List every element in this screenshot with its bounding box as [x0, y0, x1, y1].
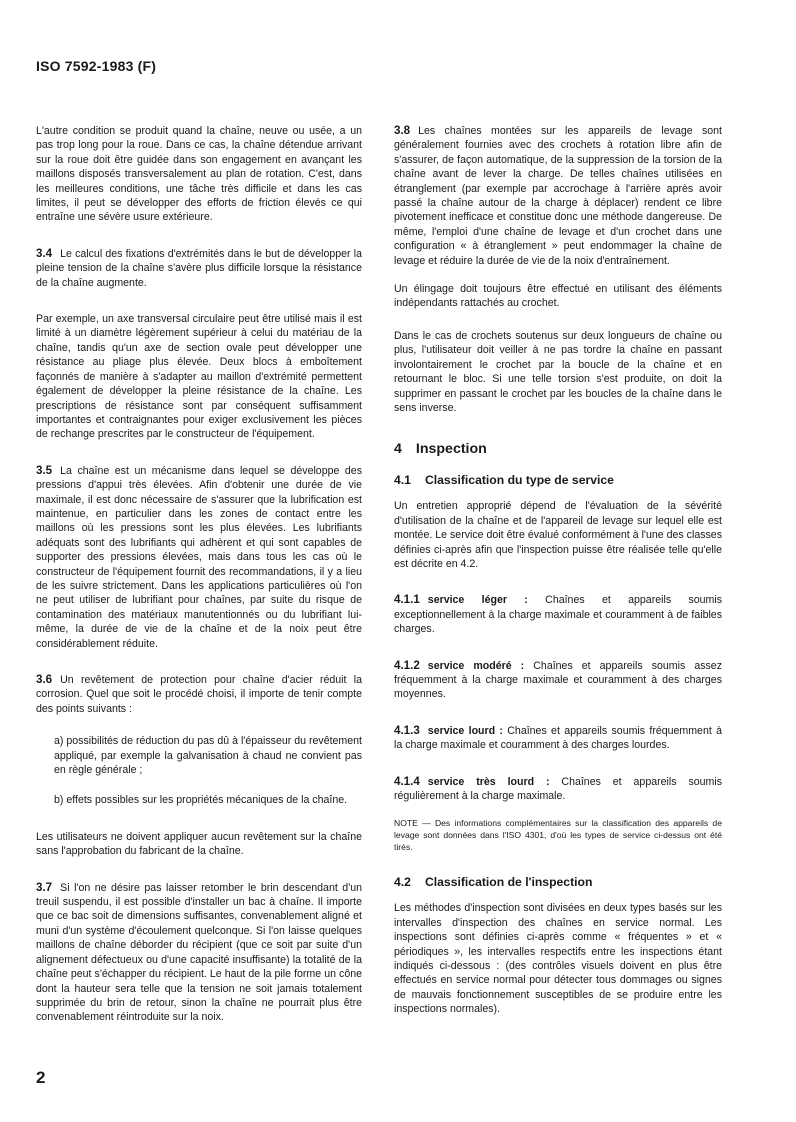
- heading-number: 4.1: [394, 473, 411, 488]
- heading-4-2: [394, 875, 722, 889]
- subsection-text: Chaînes et appareils soumis régulièrement à la charge maximale.: [394, 775, 722, 802]
- subsection-text: Chaînes et appareils soumis exceptionnellement à la charge maximale et couramment à de faibles charges.: [394, 594, 722, 636]
- heading-title: Inspection: [415, 441, 487, 458]
- list-item-a: a) possibilités de réduction du pas dû à l'épaisseur du revêtement appliqué, par exemple la galvanisation à chaud ne convient pas en règle générale ;: [54, 735, 362, 777]
- page-number: 2: [36, 1068, 46, 1087]
- subsection-number: 4.1.4: [394, 774, 420, 788]
- subsection-number: 4.1.3: [394, 723, 420, 737]
- service-term: service lourd :: [427, 724, 503, 737]
- service-term: service modéré :: [427, 659, 525, 672]
- paragraph-3-8-c: Dans le cas de crochets soutenus sur deux longueurs de chaîne ou plus, l'utilisateur doit veiller à ne pas tordre la chaîne en passant involontairement le crochet par la boucle de la chaîne et en retournant le bloc. Si une telle torsion s'est produite, on doit la supprimer en passant le crochet par les boucles de la chaîne dans le sens inverse.: [394, 329, 722, 414]
- heading-title: Classification du type de service: [424, 473, 614, 488]
- subsection-4-1-3: [394, 724, 722, 753]
- paragraph-3-8-b: Un élingage doit toujours être effectué en utilisant des éléments indépendants rattachés au crochet.: [394, 283, 722, 310]
- paragraph-3-6-continued: Les utilisateurs ne doivent appliquer aucun revêtement sur la chaîne sans l'approbation du fabricant de la chaîne.: [36, 830, 362, 858]
- subsection-text: Chaînes et appareils soumis fréquemment à la charge maximale et couramment à des charges lourdes.: [394, 724, 722, 752]
- note-iso-4301: NOTE — Des informations complémentaires sur la classification des appareils de levage sont données dans l'ISO 4301, d'où les types de service ci-dessus ont été tirés.: [394, 818, 722, 853]
- subsection-text: Chaînes et appareils soumis assez fréquemment à la charge maximale et couramment à des charges moyennes.: [394, 659, 722, 701]
- list-item-b: b) effets possibles sur les propriétés mécaniques de la chaîne.: [54, 794, 348, 807]
- subsection-4-1-2: [394, 659, 722, 702]
- document-header: ISO 7592-1983 (F): [36, 58, 157, 74]
- section-number: 3.6: [36, 673, 53, 686]
- right-column: [394, 124, 722, 1039]
- subsection-number: 4.1.1: [394, 593, 420, 607]
- service-term: service léger :: [427, 594, 528, 607]
- section-text: Le calcul des fixations d'extrémités dans le but de développer la pleine tension de la chaîne s'avère plus difficile lorsque la résistance de la chaîne augmente.: [36, 247, 362, 289]
- heading-title: Classification de l'inspection: [424, 875, 593, 890]
- paragraph-4-1: Un entretien approprié dépend de l'évaluation de la sévérité d'utilisation de la chaîne et de l'appareil de levage sur lequel elle est montée. Le service doit être évalué conformément à l'une des classes définies ci-après afin que l'inspection puisse être réalisée telle qu'elle est décrite en 4.2.: [394, 500, 722, 570]
- service-term: service très lourd :: [427, 775, 550, 788]
- section-3-4: [36, 247, 362, 290]
- subsection-4-1-1: [394, 593, 722, 636]
- section-3-8: [394, 124, 722, 268]
- section-3-7: [36, 881, 362, 1025]
- section-number: 3.8: [394, 124, 411, 137]
- section-3-5: [36, 464, 362, 651]
- paragraph-3-4-continued: Par exemple, un axe transversal circulaire peut être utilisé mais il est limité à un diamètre légèrement supérieur à celui du matériau de la chaîne, tandis qu'un axe de section ovale peut développer une résistance au pliage plus élevée. Deux blocs à emboîtement façonnés de manière à s'adapter au maillon d'extrémité permettent également de développer la pleine résistance de la chaîne. Les prescriptions de résistance sont par conséquent suffisamment importantes et contraignantes pour exiger exclusivement les pièces de rechange prescrites par le constructeur de l'équipement.: [36, 313, 362, 441]
- left-column: [36, 124, 362, 1047]
- section-text: Si l'on ne désire pas laisser retomber le brin descendant d'un treuil suspendu, il est possible d'installer un bac à chaîne. Il importe que ce bac soit de dimensions suffisantes, convenablement aligné et muni d'un système d'écoulement quelconque. Si l'on laisse quelques maillons de chaîne déborder du récipient (que ce soit par suite d'un alignement défectueux ou d'une capacité insuffisante) la totalité de la chaîne peut s'échapper du récipient. Le haut de la pile forme un cône dont la hauteur sera telle que la tension ne soit jamais totalement supprimée du brin de retour, sinon la chaîne ne pourrait plus être convenablement réintroduite sur la noix.: [36, 881, 362, 1024]
- heading-number: 4.2: [394, 875, 411, 890]
- paragraph-4-2: Les méthodes d'inspection sont divisées en deux types basés sur les intervalles d'inspection des chaînes en service normal. Les inspections sont définies ci-après comme « fréquentes » et « périodiques », les intervalles respectifs entre les inspections étant indiqués ci-dessous : (des contrôles visuels doivent en plus être effectués en service normal pour détecter tous dommages ou signes de mauvais fonctionnement susceptibles de se produire entre les inspections normales).: [394, 902, 722, 1016]
- heading-4-1: [394, 473, 722, 487]
- subsection-4-1-4: [394, 775, 722, 804]
- section-number: 3.5: [36, 463, 53, 477]
- subsection-number: 4.1.2: [394, 658, 420, 672]
- section-text: Un revêtement de protection pour chaîne d'acier réduit la corrosion. Quel que soit le procédé choisi, il importe de tenir compte des points suivants :: [36, 674, 362, 715]
- section-3-6: [36, 673, 362, 716]
- section-text: La chaîne est un mécanisme dans lequel se développe des pressions d'appui très élevées. Afin d'obtenir une durée de vie maximale, il est donc nécessaire de s'assurer que la lubrification est maintenue, en particulier dans les zones de contact entre les maillons où les pressions sont les plus élevées. Les lubrifiants adéquats sont des lubrifiants qui adhèrent et qui sont capables de supporter des pressions élevées, mais dans tous les cas où le constructeur de l'équipement fournit des recommandations, il y a lieu de les suivre strictement. Dans les applications particulières où l'on ne peut utiliser de lubrifiant pour chaînes, par suite du risque de contamination des matériaux manutentionnés ou du lubrifiant lui-même, la durée de vie de la chaîne et de la noix peut être considérablement réduite.: [36, 464, 362, 650]
- section-number: 3.4: [36, 246, 53, 260]
- paragraph-intro: L'autre condition se produit quand la chaîne, neuve ou usée, a un pas trop long pour la roue. Dans ce cas, la chaîne détendue arrivant sur la roue doit être guidée dans son engagement en avançant les maillons disposés transversalement au plan de rotation. C'est, dans les meilleures conditions, une tâche très difficile et dans les cas limites, il peut se développer des efforts de friction élevés ce qui entraîne une sévère usure extérieure.: [36, 125, 362, 224]
- heading-number: 4: [394, 441, 402, 458]
- section-text: Les chaînes montées sur les appareils de levage sont généralement fournies avec des crochets à rotation libre afin de s'assurer, de façon automatique, de la suppression de la torsion de la chaîne avant de lever la charge. De telles chaînes utilisées en étranglement (par exemple par accrochage à l'arrière après avoir passé la chaîne autour de la charge à déplacer) rendent ce libre pivotement inefficace et constitue donc une méthode dangereuse. De même, l'emploi d'une chaîne de levage et d'un crochet dans une configuration « à étranglement » peut endommager la chaîne de levage et réduire la durée de vie de la noix d'entraînement.: [394, 125, 722, 267]
- section-number: 3.7: [36, 880, 53, 894]
- heading-section-4: [394, 441, 722, 457]
